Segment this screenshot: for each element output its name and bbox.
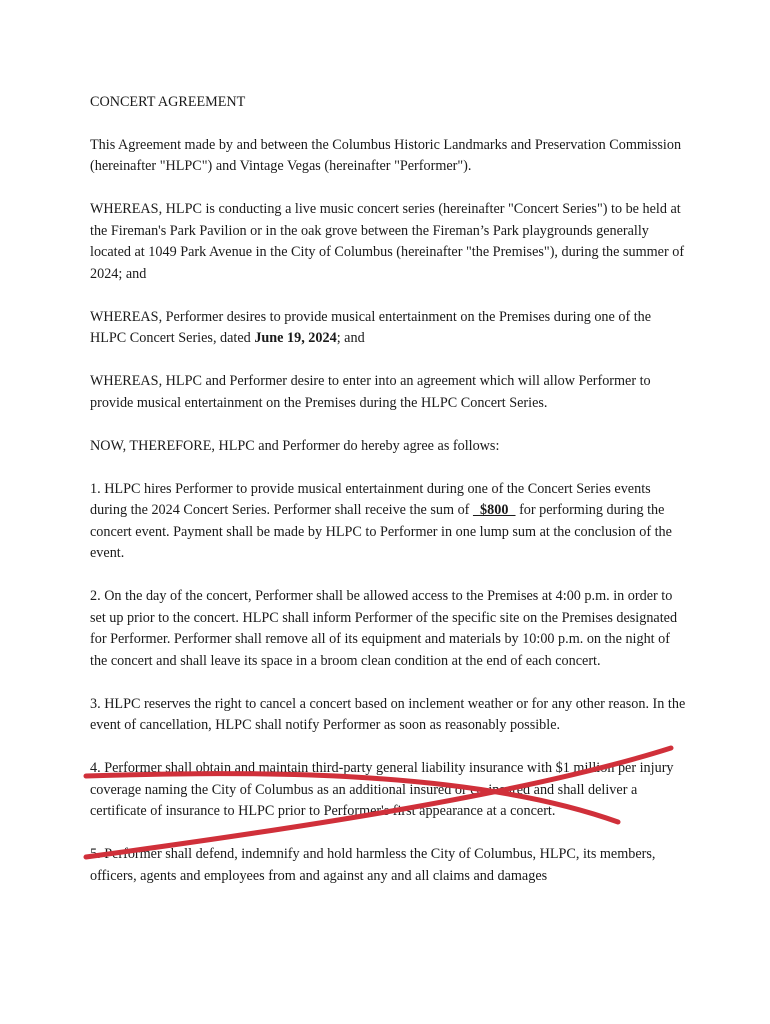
document-title: CONCERT AGREEMENT	[90, 94, 246, 110]
performance-fee: $800	[472, 502, 516, 518]
whereas-paragraph-1: WHEREAS, HLPC is conducting a live music concert series (hereinafter "Concert Series") to be held at the Fireman's Park Pavilion or in the oak grove between the Fireman’s Park playgrounds generally located at 1049 Park Avenue in the City of Columbus (hereinafter "the Premises"), during the summer of 2024; and	[90, 201, 685, 282]
whereas-2-end: ; and	[336, 330, 365, 346]
now-therefore-paragraph: NOW, THEREFORE, HLPC and Performer do hereby agree as follows:	[90, 437, 500, 454]
concert-date: June 19, 2024	[254, 330, 337, 346]
clause-3: 3. HLPC reserves the right to cancel a concert based on inclement weather or for any other reason. In the event of cancellation, HLPC shall notify Performer as soon as reasonably possible.	[90, 695, 686, 733]
clause-1-text-end: for performing during the concert event. Payment shall be made by HLPC to Performer in one lump sum at the conclusion of the event.	[90, 502, 672, 561]
agreement-body	[90, 92, 690, 909]
clause-5: 5. Performer shall defend, indemnify and hold harmless the City of Columbus, HLPC, its members, officers, agents and employees from and against any and all claims and damages	[90, 846, 656, 884]
clause-1	[90, 479, 690, 565]
clause-2: 2. On the day of the concert, Performer shall be allowed access to the Premises at 4:00 p.m. in order to set up prior to the concert. HLPC shall inform Performer of the specific site on the Premises designated for Performer. Performer shall remove all of its equipment and materials by 10:00 p.m. on the night of the concert and shall leave its space in a broom clean condition at the end of each concert.	[90, 588, 678, 669]
clause-1-text: 1. HLPC hires Performer to provide musical entertainment during one of the Concert Series events during the 2024 Concert Series. Performer shall receive the sum of	[90, 480, 651, 518]
whereas-2-text: WHEREAS, Performer desires to provide musical entertainment on the Premises during one of the HLPC Concert Series, dated	[90, 308, 652, 346]
whereas-paragraph-3: WHEREAS, HLPC and Performer desire to enter into an agreement which will allow Performer to provide musical entertainment on the Premises during the HLPC Concert Series.	[90, 373, 651, 411]
clause-4: 4. Performer shall obtain and maintain third-party general liability insurance with $1 million per injury coverage naming the City of Columbus as an additional insured or co-insured and shall deliver a certificate of insurance to HLPC prior to Performer's first appearance at a concert.	[90, 760, 674, 819]
whereas-paragraph-2	[90, 307, 690, 350]
intro-paragraph: This Agreement made by and between the Columbus Historic Landmarks and Preservation Commission (hereinafter "HLPC") and Vintage Vegas (hereinafter "Performer").	[90, 136, 682, 174]
